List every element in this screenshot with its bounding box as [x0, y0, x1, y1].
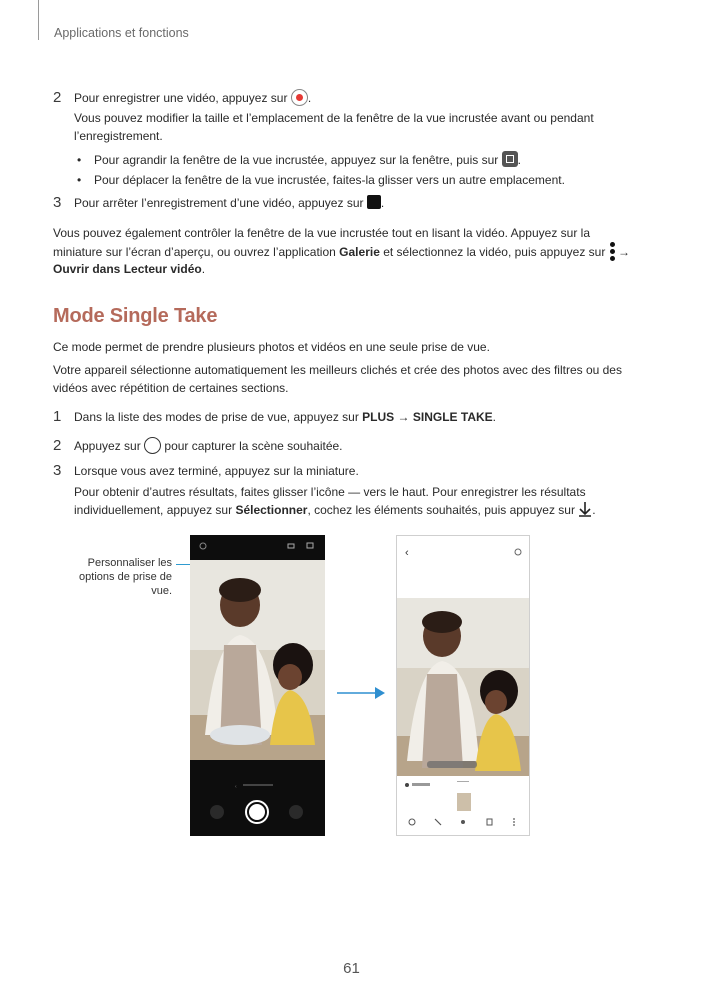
- st-step-3-line-1: Lorsque vous avez terminé, appuyez sur la miniature.: [74, 464, 359, 478]
- camera-preview-screenshot: [190, 535, 325, 836]
- record-icon: [291, 89, 308, 106]
- share-icon: [461, 820, 465, 824]
- bullet-dot: •: [77, 173, 82, 187]
- callout-line-1: Personnaliser les: [87, 557, 172, 569]
- intro-line-3: vidéos avec répétition de certaines sections.: [53, 381, 289, 395]
- st-step-2-end: pour capturer la scène souhaitée.: [164, 439, 343, 453]
- callout-label: [42, 556, 172, 598]
- bullet-enlarge: Pour agrandir la fenêtre de la vue incrustée, appuyez sur la fenêtre, puis sur .: [94, 153, 521, 167]
- step-2-number: 2: [53, 89, 62, 106]
- plus-label: PLUS: [362, 410, 395, 424]
- download-icon: [578, 501, 592, 517]
- arrow-glyph: →: [618, 245, 631, 259]
- section-title: Mode Single Take: [53, 305, 218, 327]
- intro-line-2: Votre appareil sélectionne automatiquement les meilleurs clichés et crée des photos avec des filtres ou des: [53, 363, 622, 377]
- galerie-app-name: Galerie: [339, 245, 380, 259]
- page-number: 61: [343, 960, 360, 977]
- single-take-label: SINGLE TAKE: [412, 410, 493, 424]
- bullet-move: Pour déplacer la fenêtre de la vue incrustée, faites-la glisser vers un autre emplacement.: [94, 173, 565, 187]
- st-step-3-line-3-start: individuellement, appuyez sur: [74, 503, 233, 517]
- effects-icon: [210, 805, 224, 819]
- switch-camera-icon: [289, 805, 303, 819]
- step-3-instruction: Pour arrêter l’enregistrement d’une vidéo, appuyez sur: [74, 196, 364, 210]
- more-options-icon: [609, 242, 615, 260]
- st-step-1-text: Dans la liste des modes de prise de vue, appuyez sur PLUS → SINGLE TAKE.: [74, 410, 496, 424]
- st-step-3-number: 3: [53, 462, 62, 479]
- note-line-2-end: et sélectionnez la vidéo, puis appuyez sur: [383, 245, 606, 259]
- result-view-illustration: [397, 536, 530, 836]
- select-label: Sélectionner: [235, 503, 308, 517]
- more-icon: [513, 818, 515, 820]
- back-icon: ‹: [405, 547, 409, 559]
- flow-arrow: [337, 685, 387, 701]
- open-in-video-player: Ouvrir dans Lecteur vidéo: [53, 262, 202, 276]
- bullet-enlarge-text: Pour agrandir la fenêtre de la vue incrustée, appuyez sur la fenêtre, puis sur: [94, 153, 499, 167]
- st-step-2-number: 2: [53, 437, 62, 454]
- svg-text:‹: ‹: [235, 784, 237, 790]
- margin-rule: [38, 0, 39, 40]
- step-2-detail-line1: Vous pouvez modifier la taille et l’emplacement de la fenêtre de la vue incrustée avant ou pendant: [74, 111, 594, 125]
- intro-line-1: Ce mode permet de prendre plusieurs photos et vidéos en une seule prise de vue.: [53, 340, 490, 354]
- note-line-1: Vous pouvez également contrôler la fenêtre de la vue incrustée tout en lisant la vidéo. Appuyez sur la: [53, 226, 590, 240]
- st-step-3-line-3-end: , cochez les éléments souhaités, puis appuyez sur: [307, 503, 575, 517]
- step-2-instruction: Pour enregistrer une vidéo, appuyez sur: [74, 91, 288, 105]
- note-line-2-start: miniature sur l’écran d’aperçu, ou ouvrez l’application: [53, 245, 336, 259]
- step-2-text: Pour enregistrer une vidéo, appuyez sur .: [74, 91, 312, 105]
- st-step-3-line-2: Pour obtenir d’autres résultats, faites glisser l’icône — vers le haut. Pour enregistrer les résultats: [74, 485, 586, 499]
- running-header: Applications et fonctions: [54, 26, 189, 40]
- expand-icon: [502, 151, 518, 167]
- callout-line-2: options de prise de: [79, 571, 172, 583]
- note-line-3: Ouvrir dans Lecteur vidéo.: [53, 262, 206, 276]
- bullet-dot: •: [77, 153, 82, 167]
- result-view-screenshot: [396, 535, 530, 836]
- step-3-number: 3: [53, 194, 62, 211]
- shutter-icon: [144, 437, 161, 454]
- stop-icon: [367, 195, 381, 209]
- step-2-detail-line2: l’enregistrement.: [74, 129, 163, 143]
- camera-preview-illustration: [190, 535, 325, 836]
- st-step-1-instruction: Dans la liste des modes de prise de vue, appuyez sur: [74, 410, 359, 424]
- arrow-glyph: →: [397, 410, 410, 424]
- callout-line-3: vue.: [151, 585, 172, 597]
- st-step-3-line-3: individuellement, appuyez sur Sélectionner, cochez les éléments souhaités, puis appuyez sur .: [74, 503, 596, 517]
- st-step-1-number: 1: [53, 408, 62, 425]
- st-step-2-text: [74, 437, 343, 455]
- step-3-text: Pour arrêter l’enregistrement d’une vidéo, appuyez sur .: [74, 196, 385, 210]
- st-step-2-start: Appuyez sur: [74, 439, 141, 453]
- note-line-2: [53, 242, 630, 261]
